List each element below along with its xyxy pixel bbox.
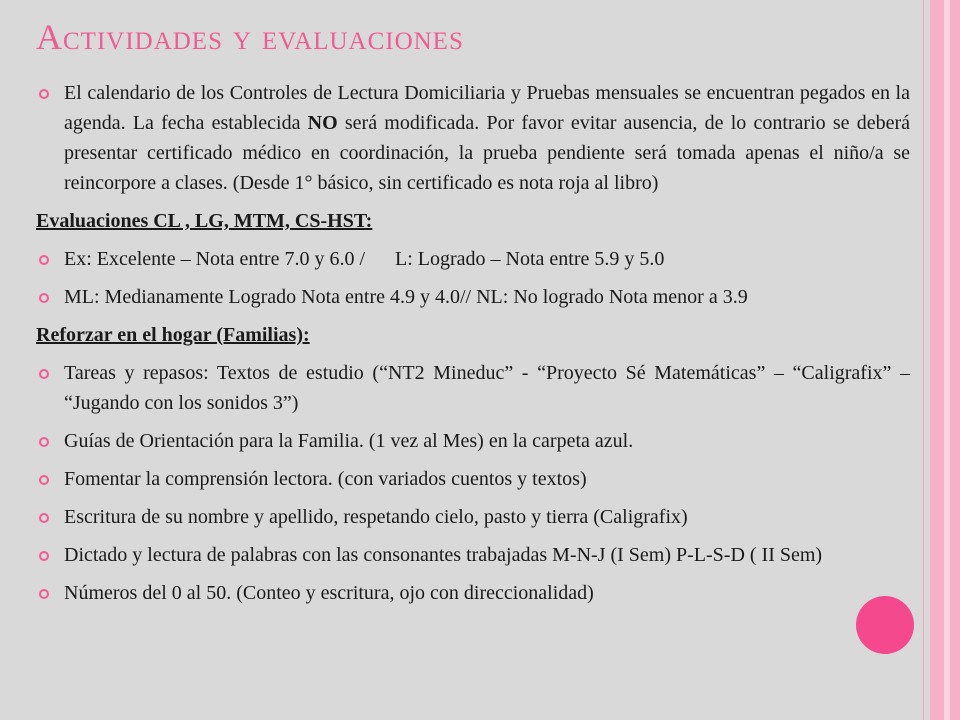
- grade-ex-l-bullet: [36, 244, 910, 274]
- right-band-stripe: [944, 0, 950, 720]
- bullet-ring-icon: [39, 551, 49, 561]
- grade-ex: Ex: Excelente – Nota entre 7.0 y 6.0 /: [64, 248, 366, 270]
- intro-bullet: [36, 78, 910, 198]
- bullet-ring-icon: [39, 589, 49, 599]
- bullet-ring-icon: [39, 475, 49, 485]
- list-item-text: Dictado y lectura de palabras con las consonantes trabajadas M-N-J (I Sem) P-L-S-D ( II Sem): [64, 544, 823, 566]
- bullet-ring-icon: [39, 513, 49, 523]
- bullet-ring-icon: [39, 369, 49, 379]
- slide-content: [36, 78, 910, 616]
- list-item-text: Números del 0 al 50. (Conteo y escritura, ojo con direccionalidad): [64, 582, 594, 604]
- grade-l: L: Logrado – Nota entre 5.9 y 5.0: [395, 248, 665, 270]
- grade-ml: ML: Medianamente Logrado Nota entre 4.9 y 4.0// NL: No logrado Nota menor a 3.9: [64, 286, 748, 308]
- list-item: [36, 358, 910, 418]
- list-item-text: Guías de Orientación para la Familia. (1 vez al Mes) en la carpeta azul.: [64, 430, 634, 452]
- grade-ml-bullet: [36, 282, 910, 312]
- bullet-ring-icon: [39, 293, 49, 303]
- intro-text-before: El calendario de los Controles de Lectura Domiciliaria y Pruebas mensuales se encuentran pegados en la agenda. La fecha establecida: [64, 82, 910, 134]
- reforzar-heading: Reforzar en el hogar (Familias):: [36, 324, 310, 346]
- intro-emphasis: NO: [307, 112, 338, 134]
- list-item: [36, 540, 910, 570]
- list-item-text: Tareas y repasos: Textos de estudio (“NT2 Mineduc” - “Proyecto Sé Matemáticas” – “Caligrafix” – “Jugando con los sonidos 3”): [64, 362, 910, 414]
- right-divider-line: [923, 0, 924, 720]
- list-item: [36, 578, 910, 608]
- bullet-ring-icon: [39, 437, 49, 447]
- right-decorative-band: [930, 0, 960, 720]
- list-item: [36, 502, 910, 532]
- bullet-ring-icon: [39, 89, 49, 99]
- list-item-text: Escritura de su nombre y apellido, respetando cielo, pasto y tierra (Caligrafix): [64, 506, 688, 528]
- list-item-text: Fomentar la comprensión lectora. (con variados cuentos y textos): [64, 468, 587, 490]
- evaluaciones-heading: Evaluaciones CL , LG, MTM, CS-HST:: [36, 210, 373, 232]
- list-item: [36, 464, 910, 494]
- bullet-ring-icon: [39, 255, 49, 265]
- list-item: [36, 426, 910, 456]
- decorative-pink-circle: [856, 596, 914, 654]
- slide-title: Actividades y evaluaciones: [36, 17, 464, 57]
- intro-text-after: será modificada. Por favor evitar ausencia, de lo contrario se deberá presentar certificado médico en coordinación, la prueba pendiente será tomada apenas el niño/a se reincorpore a clases. (Desde 1° básico, sin certificado es nota roja al libro): [64, 112, 910, 194]
